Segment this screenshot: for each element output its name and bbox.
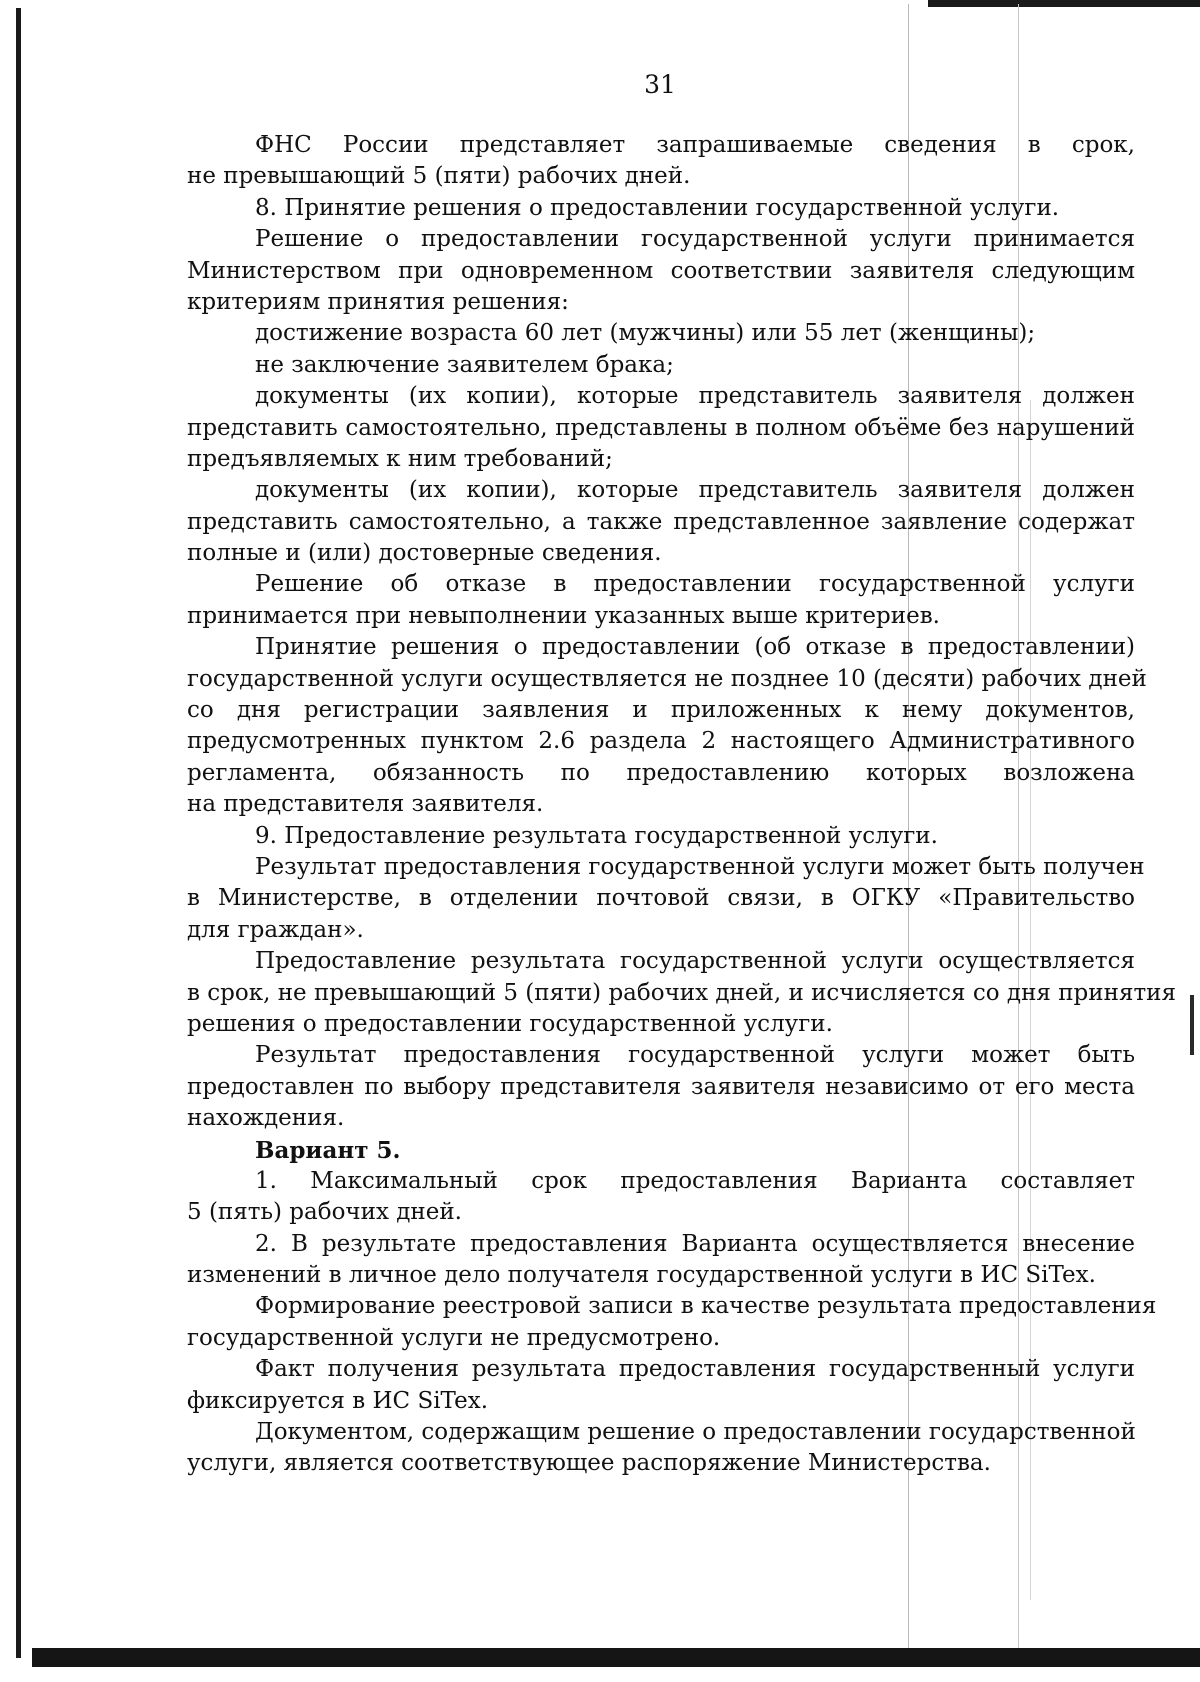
- text-line: со дня регистрации заявления и приложенных к нему документов,: [187, 697, 1135, 724]
- text-line: Министерством при одновременном соответствии заявителя следующим: [187, 257, 1135, 284]
- section-heading: Вариант 5.: [255, 1136, 401, 1164]
- text-line: предъявляемых к ним требований;: [187, 445, 613, 472]
- text-line: изменений в личное дело получателя государственной услуги в ИС SiTex.: [187, 1262, 1096, 1289]
- text-line: достижение возраста 60 лет (мужчины) или 55 лет (женщины);: [255, 320, 1036, 347]
- document-body: [187, 130, 1177, 1480]
- text-line: представить самостоятельно, а также представленное заявление содержат: [187, 508, 1135, 535]
- text-line: предоставлен по выбору представителя заявителя независимо от его места: [187, 1073, 1135, 1100]
- text-line: Формирование реестровой записи в качестве результата предоставления: [255, 1293, 1157, 1320]
- text-line: принимается при невыполнении указанных выше критериев.: [187, 602, 940, 629]
- text-line: критериям принятия решения:: [187, 288, 569, 315]
- text-line: Принятие решения о предоставлении (об отказе в предоставлении): [255, 634, 1135, 661]
- text-line: 5 (пять) рабочих дней.: [187, 1199, 462, 1226]
- text-line: Документом, содержащим решение о предоставлении государственной: [255, 1419, 1136, 1446]
- text-line: услуги, является соответствующее распоряжение Министерства.: [187, 1450, 991, 1477]
- text-line: представить самостоятельно, представлены в полном объёме без нарушений: [187, 414, 1135, 441]
- text-line: нахождения.: [187, 1105, 345, 1132]
- text-line: не превышающий 5 (пяти) рабочих дней.: [187, 163, 691, 190]
- text-line: 1. Максимальный срок предоставления Варианта составляет: [255, 1167, 1135, 1194]
- text-line: для граждан».: [187, 916, 364, 943]
- text-line: Решение об отказе в предоставлении государственной услуги: [255, 571, 1135, 598]
- scan-edge-left: [16, 8, 21, 1658]
- text-line: в Министерстве, в отделении почтовой связи, в ОГКУ «Правительство: [187, 885, 1135, 912]
- text-line: 2. В результате предоставления Варианта осуществляется внесение: [255, 1230, 1135, 1257]
- text-line: регламента, обязанность по предоставлению которых возложена: [187, 759, 1135, 786]
- text-line: Результат предоставления государственной услуги может быть получен: [255, 853, 1145, 880]
- text-line: в срок, не превышающий 5 (пяти) рабочих дней, и исчисляется со дня принятия: [187, 979, 1177, 1006]
- text-line: документы (их копии), которые представитель заявителя должен: [255, 477, 1135, 504]
- text-line: решения о предоставлении государственной услуги.: [187, 1010, 833, 1037]
- text-line: Результат предоставления государственной услуги может быть: [255, 1042, 1135, 1069]
- text-line: 8. Принятие решения о предоставлении государственной услуги.: [255, 194, 1060, 221]
- text-line: на представителя заявителя.: [187, 791, 544, 818]
- text-line: предусмотренных пунктом 2.6 раздела 2 настоящего Административного: [187, 728, 1135, 755]
- text-line: ФНС России представляет запрашиваемые сведения в срок,: [255, 132, 1135, 158]
- text-line: государственной услуги осуществляется не позднее 10 (десяти) рабочих дней: [187, 665, 1147, 692]
- text-line: Решение о предоставлении государственной услуги принимается: [255, 226, 1135, 253]
- scan-edge-top: [928, 0, 1200, 7]
- text-line: фиксируется в ИС SiTex.: [187, 1387, 488, 1414]
- text-line: документы (их копии), которые представитель заявителя должен: [255, 383, 1135, 410]
- text-line: 9. Предоставление результата государственной услуги.: [255, 822, 938, 849]
- scan-edge-right-mark: [1190, 995, 1194, 1055]
- text-line: не заключение заявителем брака;: [255, 351, 674, 378]
- text-line: Предоставление результата государственной услуги осуществляется: [255, 948, 1135, 975]
- text-line: государственной услуги не предусмотрено.: [187, 1324, 721, 1351]
- scan-edge-bottom: [32, 1648, 1200, 1667]
- text-line: полные и (или) достоверные сведения.: [187, 540, 662, 567]
- text-line: Факт получения результата предоставления государственный услуги: [255, 1356, 1135, 1383]
- page-number: 31: [644, 70, 676, 99]
